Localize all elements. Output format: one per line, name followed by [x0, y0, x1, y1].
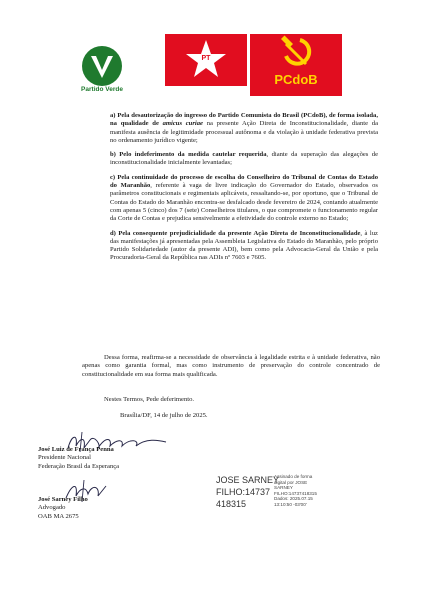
pt-logo	[165, 34, 247, 86]
signer2-name: José Sarney Filho	[38, 496, 88, 503]
pcdob-logo	[250, 34, 342, 96]
signer2-role: Advogado	[38, 504, 66, 512]
closing-line: Nestes Termos, Pede deferimento.	[104, 396, 195, 403]
digital-signature-name: JOSE SARNEY FILHO:14737 418315	[216, 475, 280, 509]
item-a: a) Pela desautorização do ingresso do Partido Comunista do Brasil (PCdoB), de forma isolada, na qualidade de amicus curiae na presente Ação Direta de Inconstitucionalidade, diante da manifesta ausência de legitimidade processual autônoma e da violação à unidade federativa prevista no ordenamento jurídico vigente;	[110, 112, 378, 144]
item-b: b) Pelo indeferimento da medida cautelar requerida, diante da superação das alegações de inconstitucionalidade inicialmente levantadas;	[110, 151, 378, 167]
pcdob-label: PCdoB	[274, 72, 318, 87]
signer2-block	[38, 496, 88, 521]
item-d: d) Pela consequente prejudicialidade da presente Ação Direta de Inconstitucionalidade, à luz das manifestações já apresentadas pela Assembleia Legislativa do Estado do Maranhão, pelo próprio Partido Solidariedade (autor da presente ADI), bem como pela Advocacia-Geral da União e pela Procuradoria-Geral da República nas ADIs nº 7603 e 7605.	[110, 229, 378, 262]
pt-star-icon	[165, 34, 247, 86]
signer1-org: Federação Brasil da Esperança	[38, 462, 120, 470]
signer1-block	[38, 446, 119, 471]
partido-verde-logo	[80, 44, 124, 88]
hammer-sickle-icon	[250, 34, 342, 70]
signer2-oab: OAB MA 2675	[38, 512, 79, 520]
requests-list	[110, 112, 378, 269]
digital-signature-details: Assinado de forma digital por JOSE SARNEY FILHO:14737418315 Dados: 2025.07.15 13:10:50 -03'00'	[274, 474, 317, 507]
conclusion-paragraph: Dessa forma, reafirma-se a necessidade de observância à legalidade estrita e à unidade federativa, não apenas como garantia formal, mas como instrumento de preservação do controle concentrado de constitucionalidade em sua forma mais qualificada.	[82, 354, 380, 378]
signer1-title: Presidente Nacional	[38, 454, 91, 462]
partido-verde-label: Partido Verde	[81, 86, 123, 93]
signer1-name: José Luiz de França Penna	[38, 446, 114, 453]
date-line: Brasília/DF, 14 de julho de 2025.	[120, 412, 208, 419]
pt-label: PT	[201, 55, 211, 62]
item-c: c) Pela continuidade do processo de escolha do Conselheiro do Tribunal de Contas do Estado do Maranhão, referente à vaga de livre indicação do Governador do Estado, observados os parâmetros constitucionais e regimentais aplicáveis, ressaltando-se, por oportuno, que o Tribunal de Contas do Estado do Maranhão encontra-se desfalcado desde fevereiro de 2024, contando atualmente com apenas 5 (cinco) dos 7 (sete) Conselheiros titulares, o que compromete o funcionamento regular da Corte de Contas e prejudica sensivelmente a efetividade do controle externo no Estado;	[110, 173, 378, 223]
